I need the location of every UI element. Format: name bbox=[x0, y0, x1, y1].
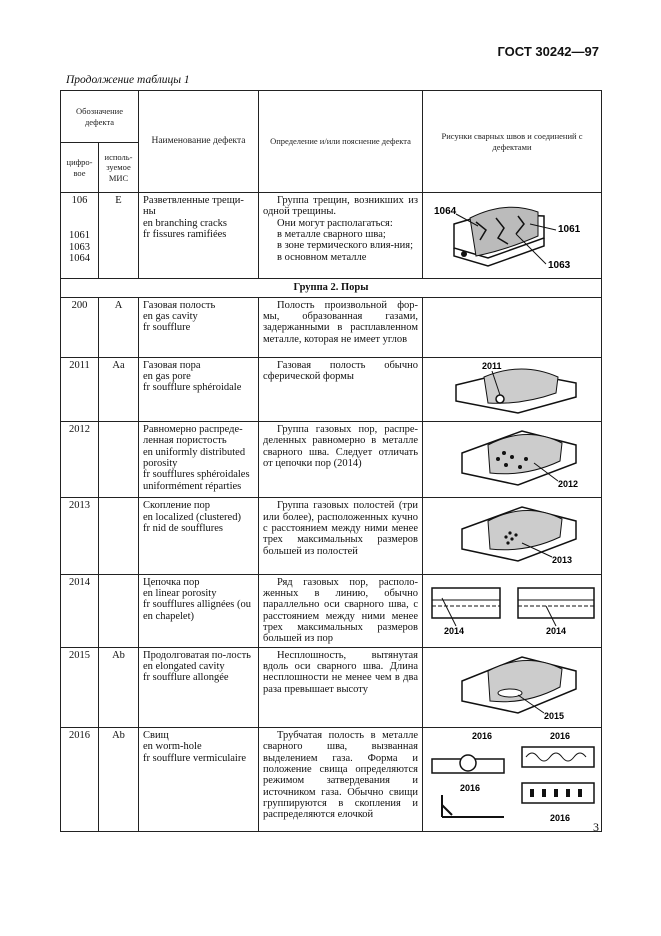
header-name: Наименование дефекта bbox=[139, 91, 259, 193]
svg-text:2014: 2014 bbox=[546, 625, 567, 636]
code-cell: 2016 bbox=[61, 727, 99, 831]
code-cell: 106 1061 1063 1064 bbox=[61, 193, 99, 279]
header-mis: исполь-зуемое МИС bbox=[99, 143, 139, 193]
name-cell: Свищ en worm-hole fr soufflure vermiculaire bbox=[139, 727, 259, 831]
table-row bbox=[61, 574, 602, 647]
svg-text:2015: 2015 bbox=[544, 710, 565, 721]
code-cell: 200 bbox=[61, 297, 99, 357]
svg-text:1061: 1061 bbox=[558, 224, 581, 235]
mis-cell bbox=[99, 574, 139, 647]
page-number: 3 bbox=[593, 820, 599, 834]
group-row bbox=[61, 279, 602, 297]
code-cell: 2011 bbox=[61, 357, 99, 421]
header-numeric: цифро-вое bbox=[61, 143, 99, 193]
code-cell: 2013 bbox=[61, 498, 99, 574]
defects-table bbox=[60, 90, 602, 832]
mis-cell bbox=[99, 421, 139, 497]
table-row bbox=[61, 193, 602, 279]
name-cell: Продолговатая по-лость en elongated cavity fr soufflure allongée bbox=[139, 647, 259, 727]
figure-cell bbox=[423, 574, 602, 647]
mis-cell bbox=[99, 498, 139, 574]
figure-cell bbox=[423, 498, 602, 574]
definition-cell: Группа газовых полостей (три или более), расположенных кучно с расстоянием между ними менее трех максимальных размеров большей из полостей bbox=[259, 498, 423, 574]
code-cell: 2012 bbox=[61, 421, 99, 497]
group-title: Группа 2. Поры bbox=[61, 279, 602, 297]
svg-text:1064: 1064 bbox=[434, 206, 457, 217]
linear-porosity-figure bbox=[426, 576, 598, 638]
figure-cell bbox=[423, 647, 602, 727]
branching-cracks-figure bbox=[426, 194, 598, 274]
name-cell: Скопление пор en localized (clustered) fr nid de soufflures bbox=[139, 498, 259, 574]
table-row bbox=[61, 421, 602, 497]
svg-text:2016: 2016 bbox=[550, 812, 571, 823]
svg-text:2012: 2012 bbox=[558, 478, 579, 489]
definition-cell: Ряд газовых пор, располо-женных в линию, обычно параллельно оси сварного шва, с расстоянием между ними менее трех максимальных размеров большей из пор bbox=[259, 574, 423, 647]
svg-text:1063: 1063 bbox=[548, 260, 571, 271]
table-continuation-caption: Продолжение таблицы 1 bbox=[66, 74, 190, 86]
figure-cell bbox=[423, 297, 602, 357]
mis-cell: E bbox=[99, 193, 139, 279]
name-cell: Газовая пора en gas pore fr soufflure sphéroidale bbox=[139, 357, 259, 421]
definition-cell: Трубчатая полость в металле сварного шва, вызванная выделением газа. Форма и положение свища определяются режимом затвердевания и источником газа. Обычно свищи группируются в скопления и распределяются елочкой bbox=[259, 727, 423, 831]
mis-cell: Ab bbox=[99, 647, 139, 727]
header-designation: Обозначение дефекта bbox=[61, 91, 139, 143]
mis-cell: Aa bbox=[99, 357, 139, 421]
name-cell: Равномерно распреде-ленная пористость en uniformly distributed porosity fr soufflures sphéroidales uniformément réparties bbox=[139, 421, 259, 497]
table-row bbox=[61, 727, 602, 831]
name-cell: Цепочка пор en linear porosity fr soufflures allignées (ou en chapelet) bbox=[139, 574, 259, 647]
table-row bbox=[61, 498, 602, 574]
mis-cell: A bbox=[99, 297, 139, 357]
worm-hole-figure bbox=[426, 729, 598, 825]
definition-cell: Группа газовых пор, распре-деленных равномерно в металле сварного шва. Следует отличать от цепочки пор (2014) bbox=[259, 421, 423, 497]
definition-cell: Группа трещин, возникших из одной трещины. Они могут располагаться: в металле сварного шва; в зоне термического влия-ния; в основном металле bbox=[259, 193, 423, 279]
header-figures: Рисунки сварных швов и соединений с дефектами bbox=[423, 91, 602, 193]
figure-cell bbox=[423, 421, 602, 497]
header-definition: Определение и/или пояснение дефекта bbox=[259, 91, 423, 193]
figure-cell bbox=[423, 357, 602, 421]
code-cell: 2014 bbox=[61, 574, 99, 647]
code-cell: 2015 bbox=[61, 647, 99, 727]
svg-text:2011: 2011 bbox=[482, 360, 502, 371]
standard-number: ГОСТ 30242—97 bbox=[497, 44, 599, 59]
definition-cell: Несплошность, вытянутая вдоль оси сварного шва. Длина несплошности не менее чем в два раза превышает высоту bbox=[259, 647, 423, 727]
figure-cell bbox=[423, 727, 602, 831]
name-cell: Газовая полость en gas cavity fr soufflure bbox=[139, 297, 259, 357]
gas-pore-figure bbox=[426, 359, 598, 417]
uniform-porosity-figure bbox=[426, 423, 598, 493]
svg-text:2014: 2014 bbox=[444, 625, 465, 636]
svg-text:2013: 2013 bbox=[552, 555, 573, 566]
elongated-cavity-figure bbox=[426, 649, 598, 723]
figure-cell bbox=[423, 193, 602, 279]
definition-cell: Полость произвольной фор-мы, образованная газами, задержанными в расплавленном металле, которая не имеет углов bbox=[259, 297, 423, 357]
clustered-porosity-figure bbox=[426, 499, 598, 569]
svg-text:2016: 2016 bbox=[472, 730, 493, 741]
table-row bbox=[61, 357, 602, 421]
mis-cell: Ab bbox=[99, 727, 139, 831]
table-row bbox=[61, 647, 602, 727]
table-row bbox=[61, 297, 602, 357]
name-cell: Разветвленные трещи-ны en branching cracks fr fissures ramifiées bbox=[139, 193, 259, 279]
svg-text:2016: 2016 bbox=[550, 730, 571, 741]
svg-text:2016: 2016 bbox=[460, 782, 481, 793]
definition-cell: Газовая полость обычно сферической формы bbox=[259, 357, 423, 421]
